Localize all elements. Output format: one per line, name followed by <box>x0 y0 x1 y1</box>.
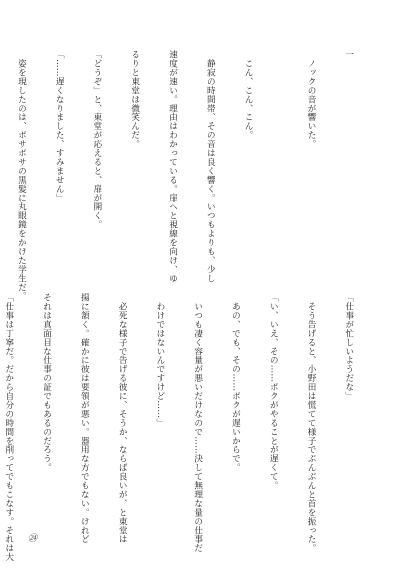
text-line: そう告げると、小野田は慌てて様子でぶんぶんと首を振った。 <box>306 293 317 553</box>
text-line: こん、こん、こん。 <box>243 50 254 140</box>
text-line: 静寂の時間帯、その音は良く響く。いつもよりも、少し <box>205 50 216 283</box>
text-line: いつも凄く容量が悪いだけなので……決して無理な量の仕事だ <box>192 293 203 553</box>
text-line: 「い、いえ、その……ボクがやることが遅くて。 <box>268 293 279 490</box>
text-line: るりと東堂は微笑んだ。 <box>129 50 140 149</box>
text-line: 「……遅くなりました、すみません」 <box>54 50 65 203</box>
text-line: 必死な様子で告げる彼に、そうか、ならば良いが、と東堂は <box>117 293 128 544</box>
text-line: わけではないんですけど……」 <box>154 293 165 428</box>
text-line: あの、でも、その……ボクが遅いからで。 <box>230 293 241 472</box>
text-line: 「どうぞ」と、東堂が応えると、扉が開く。 <box>91 50 102 229</box>
page-number: ㉔ <box>28 534 38 544</box>
text-line: 一 <box>343 50 354 59</box>
text-line: それは真面目な仕事の証でもあるのだろう。 <box>41 293 52 472</box>
text-line: 揚に頷く。確かに彼は要領が悪い。器用な方でもない。けれど <box>79 293 90 544</box>
upper-text-block <box>16 50 380 301</box>
text-line: 「仕事が忙しいようだな」 <box>343 293 354 401</box>
text-line: ノックの音が響いた。 <box>306 50 317 149</box>
text-line: 速度が速い。理由はわかっている。扉へと視線を向け、ゆ <box>167 50 178 283</box>
text-line: 姿を現したのは、ボサボサの黒髪に丸眼鏡をかけた学生だ。 <box>16 50 27 301</box>
text-line: 「仕事は丁寧だ。だから自分の時間を削ってでもこなす。それは大 <box>3 293 14 562</box>
